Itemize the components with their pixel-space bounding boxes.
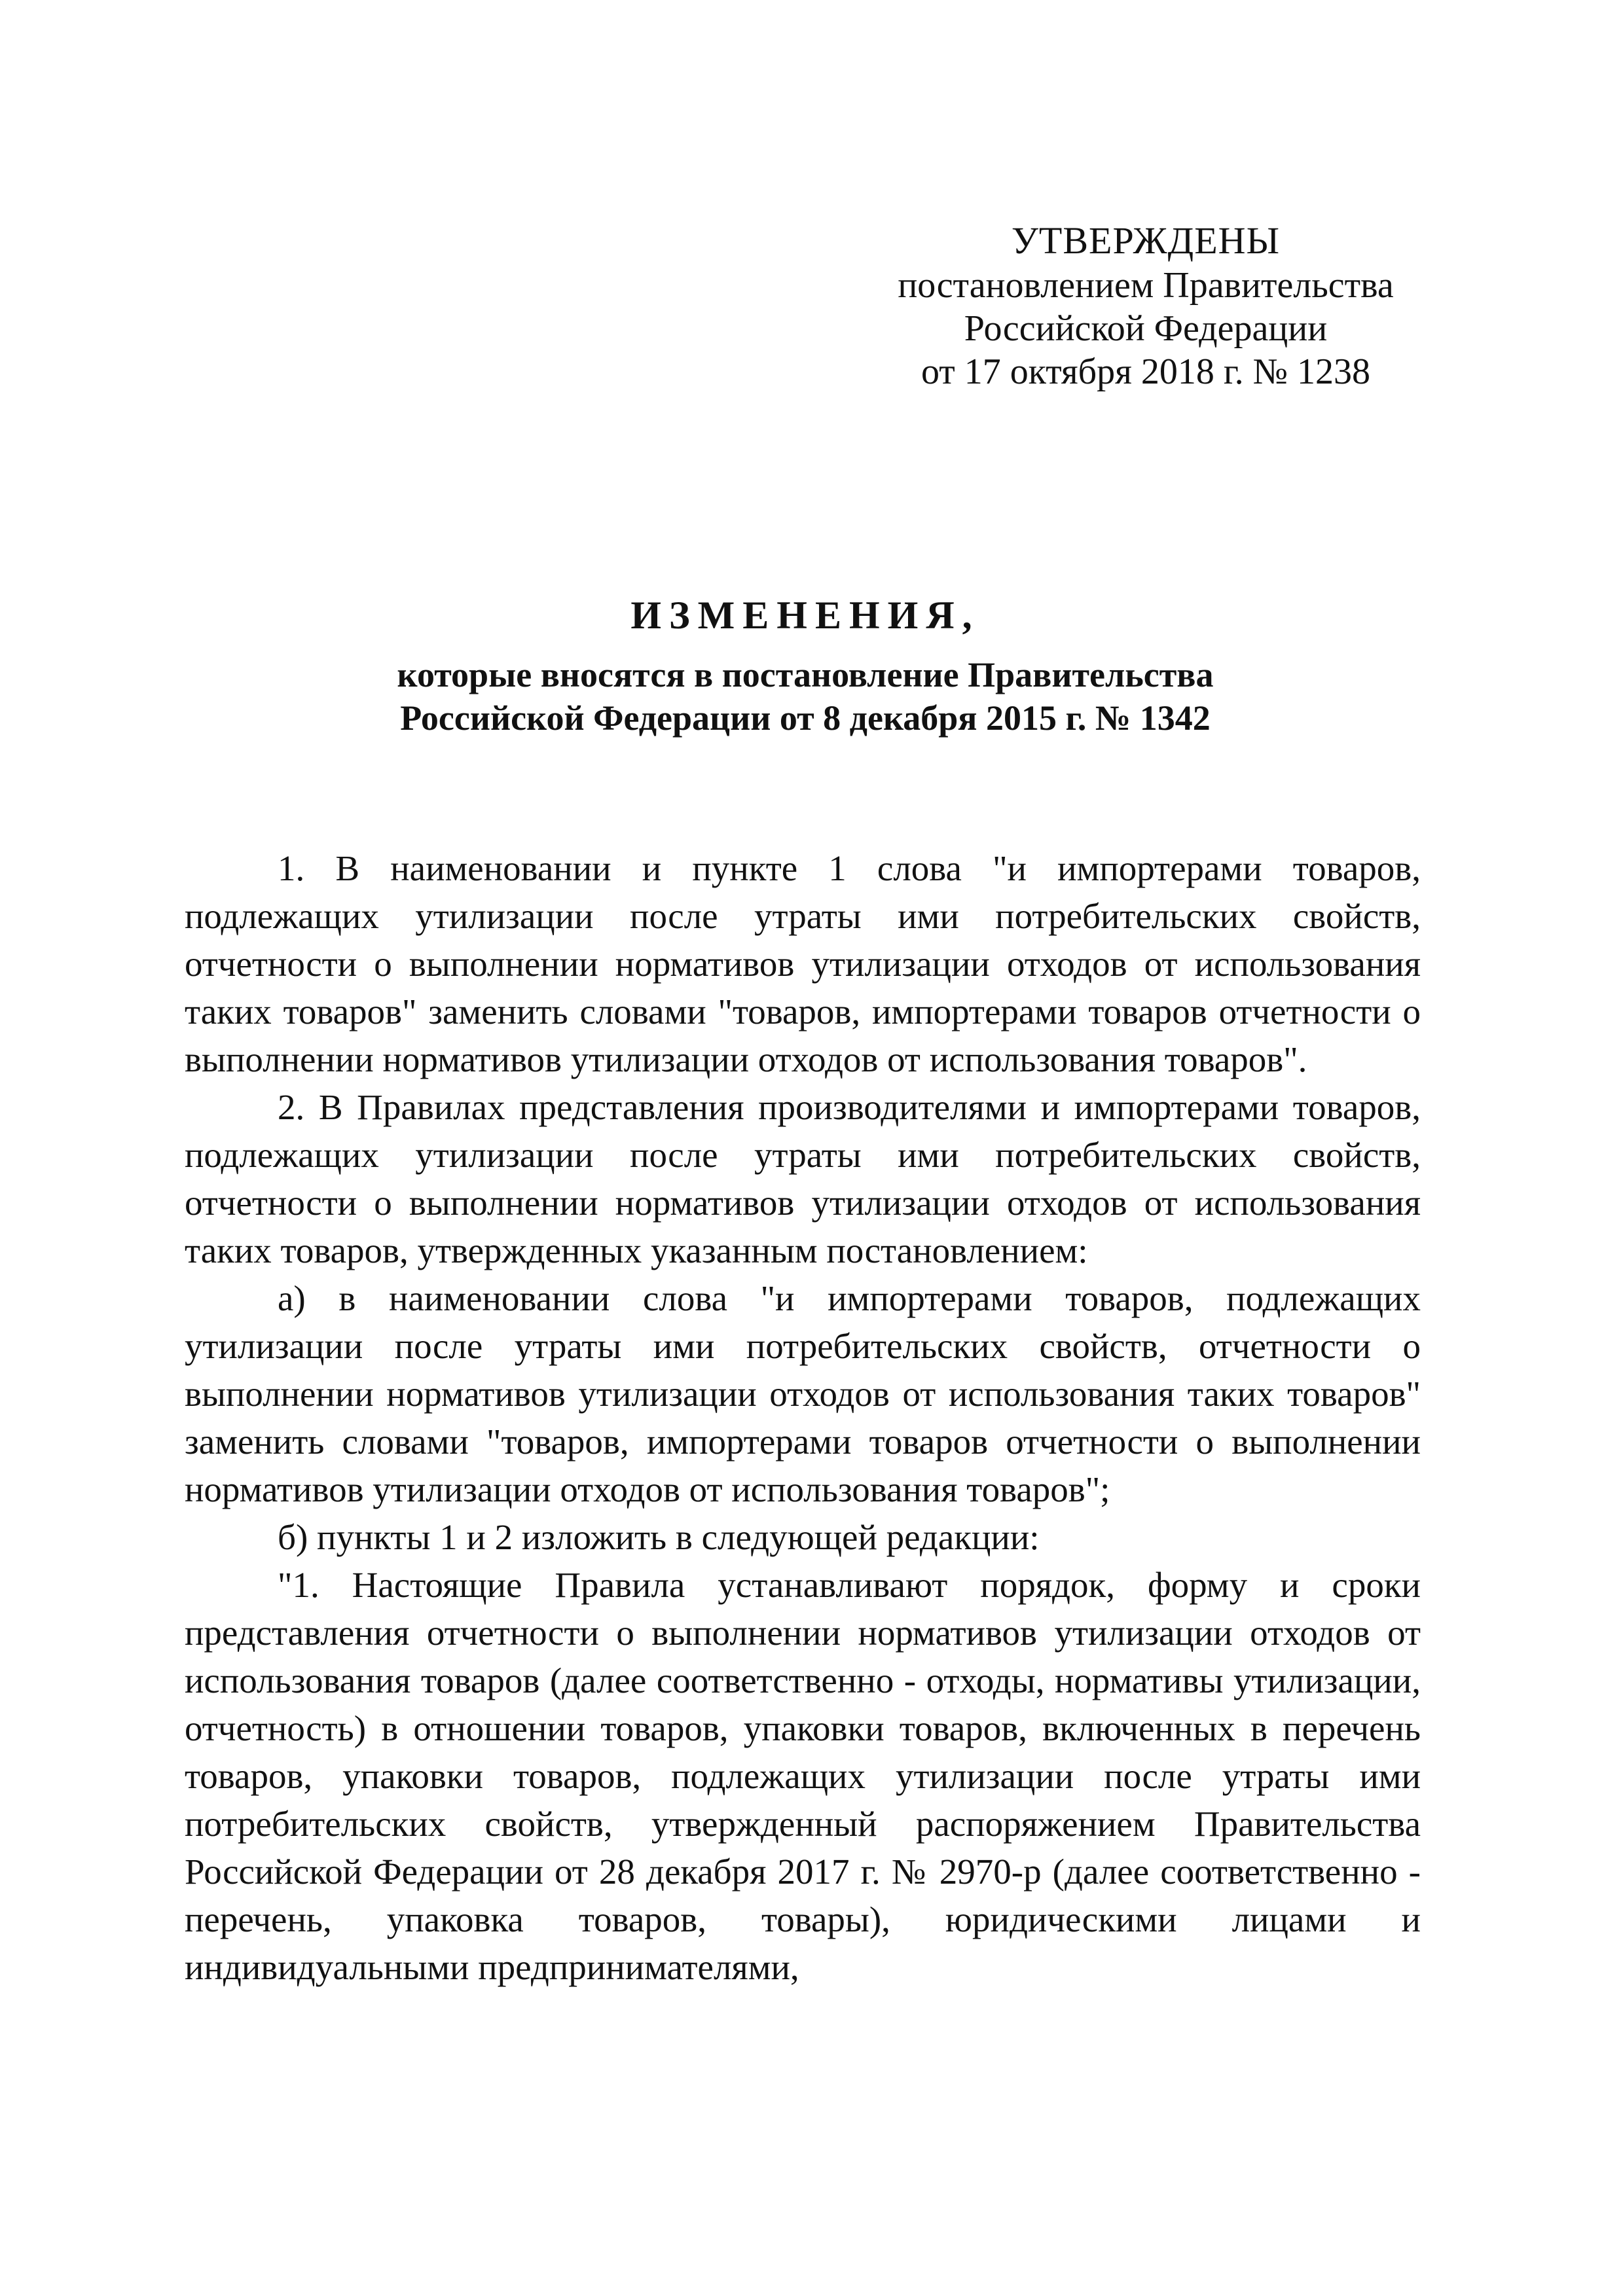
document-body	[185, 844, 1421, 1991]
paragraph-1: 1. В наименовании и пункте 1 слова "и импортерами товаров, подлежащих утилизации после утраты ими потребительских свойств, отчетности о выполнении нормативов утилизации отходов от использования таких товаров" заменить словами "товаров, импортерами товаров отчетности о выполнении нормативов утилизации отходов от использования товаров".	[185, 848, 1421, 1079]
document-title-block	[183, 589, 1427, 740]
paragraph-rule-1: "1. Настоящие Правила устанавливают порядок, форму и сроки представления отчетности о выполнении нормативов утилизации отходов от использования товаров (далее соответственно - отходы, нормативы утилизации, отчетность) в отношении товаров, упаковки товаров, включенных в перечень товаров, упаковки товаров, подлежащих утилизации после утраты ими потребительских свойств, утвержденный распоряжением Правительства Российской Федерации от 28 декабря 2017 г. № 2970-р (далее соответственно - перечень, упаковка товаров, товары), юридическими лицами и индивидуальными предпринимателями,	[185, 1565, 1421, 1987]
approval-line-2: Российской Федерации	[964, 308, 1328, 349]
document-subtitle-line-2: Российской Федерации от 8 декабря 2015 г. № 1342	[400, 698, 1211, 738]
approval-heading: УТВЕРЖДЕНЫ	[1011, 219, 1281, 262]
document-title: ИЗМЕНЕНИЯ,	[630, 594, 980, 637]
paragraph-2a: а) в наименовании слова "и импортерами товаров, подлежащих утилизации после утраты ими потребительских свойств, отчетности о выполнении нормативов утилизации отходов от использования таких товаров" заменить словами "товаров, импортерами товаров отчетности о выполнении нормативов утилизации отходов от использования товаров";	[185, 1278, 1421, 1509]
document-subtitle-line-1: которые вносятся в постановление Правительства	[397, 655, 1214, 694]
approval-line-3: от 17 октября 2018 г. № 1238	[921, 351, 1371, 392]
paragraph-2: 2. В Правилах представления производителями и импортерами товаров, подлежащих утилизации после утраты ими потребительских свойств, отчетности о выполнении нормативов утилизации отходов от использования таких товаров, утвержденных указанным постановлением:	[185, 1087, 1421, 1270]
paragraph-2b: б) пункты 1 и 2 изложить в следующей редакции:	[278, 1517, 1040, 1557]
approval-stamp-block	[851, 219, 1440, 393]
approval-line-1: постановлением Правительства	[898, 265, 1394, 306]
